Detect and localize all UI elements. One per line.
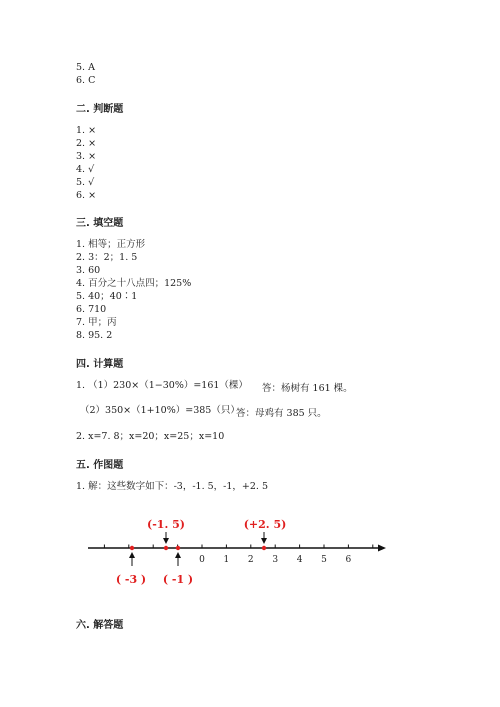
point-plus-2-5 [262, 546, 266, 550]
tick-label: 5 [321, 555, 327, 565]
tick-label: 0 [199, 555, 205, 565]
judgement-item-5: 5. √ [76, 177, 95, 188]
fill-item-5: 5. 40；40∶1 [76, 291, 138, 302]
judgement-item-4: 4. √ [76, 164, 95, 175]
arrow-head-minus-1 [175, 552, 181, 558]
tick-label: 1 [223, 555, 230, 565]
answer-5: 5. A [76, 62, 95, 73]
section-title-drawing: 五. 作图题 [76, 460, 124, 471]
tick-label: 6 [345, 555, 352, 565]
point-minus-1-5 [164, 546, 168, 550]
label-plus-2-5: (+2. 5) [243, 518, 287, 531]
tick-label: 4 [296, 555, 303, 565]
arrow-head-plus-2-5 [261, 538, 267, 544]
calc-q2: 2. x=7. 8；x=20；x=25；x=10 [76, 431, 225, 442]
fill-item-1: 1. 相等；正方形 [76, 239, 146, 250]
tick-label: 2 [247, 555, 254, 565]
judgement-item-2: 2. × [76, 138, 97, 149]
fill-item-8: 8. 95. 2 [76, 330, 113, 341]
calc-q1-part1-answer: 答：杨树有 161 棵。 [262, 383, 353, 394]
fill-item-7: 7. 甲；丙 [76, 317, 117, 328]
section-title-calculation: 四. 计算题 [76, 359, 124, 370]
answer-6: 6. C [76, 75, 96, 86]
arrow-head-minus-1-5 [163, 538, 169, 544]
point-minus-3 [130, 546, 134, 550]
judgement-item-1: 1. × [76, 125, 97, 136]
label-minus-1-5: (-1. 5) [147, 518, 185, 531]
section-title-word-problems: 六. 解答题 [76, 620, 124, 631]
section-title-judgement: 二. 判断题 [76, 104, 124, 115]
calc-q1-part1: 1. （1）230×（1−30%）=161（棵） [76, 380, 248, 391]
label-minus-3: ( -3 ) [115, 573, 147, 586]
label-minus-1: ( -1 ) [162, 573, 194, 586]
fill-item-2: 2. 3：2；1. 5 [76, 252, 138, 263]
judgement-item-6: 6. × [76, 190, 97, 201]
calc-q1-part2-answer: 答：母鸡有 385 只。 [236, 408, 327, 419]
number-line-arrowhead [378, 545, 386, 552]
calc-q1-part2: （2）350×（1+10%）=385（只） [80, 405, 240, 416]
judgement-item-3: 3. × [76, 151, 97, 162]
drawing-q1: 1. 解：这些数字如下：-3，-1. 5，-1，+2. 5 [76, 481, 269, 492]
fill-item-3: 3. 60 [76, 265, 101, 276]
point-minus-1 [176, 546, 180, 550]
section-title-fill-in: 三. 填空题 [76, 218, 124, 229]
fill-item-4: 4. 百分之十八点四；125% [76, 278, 192, 289]
fill-item-6: 6. 710 [76, 304, 107, 315]
arrow-head-minus-3 [129, 552, 135, 558]
tick-label: 3 [272, 555, 279, 565]
